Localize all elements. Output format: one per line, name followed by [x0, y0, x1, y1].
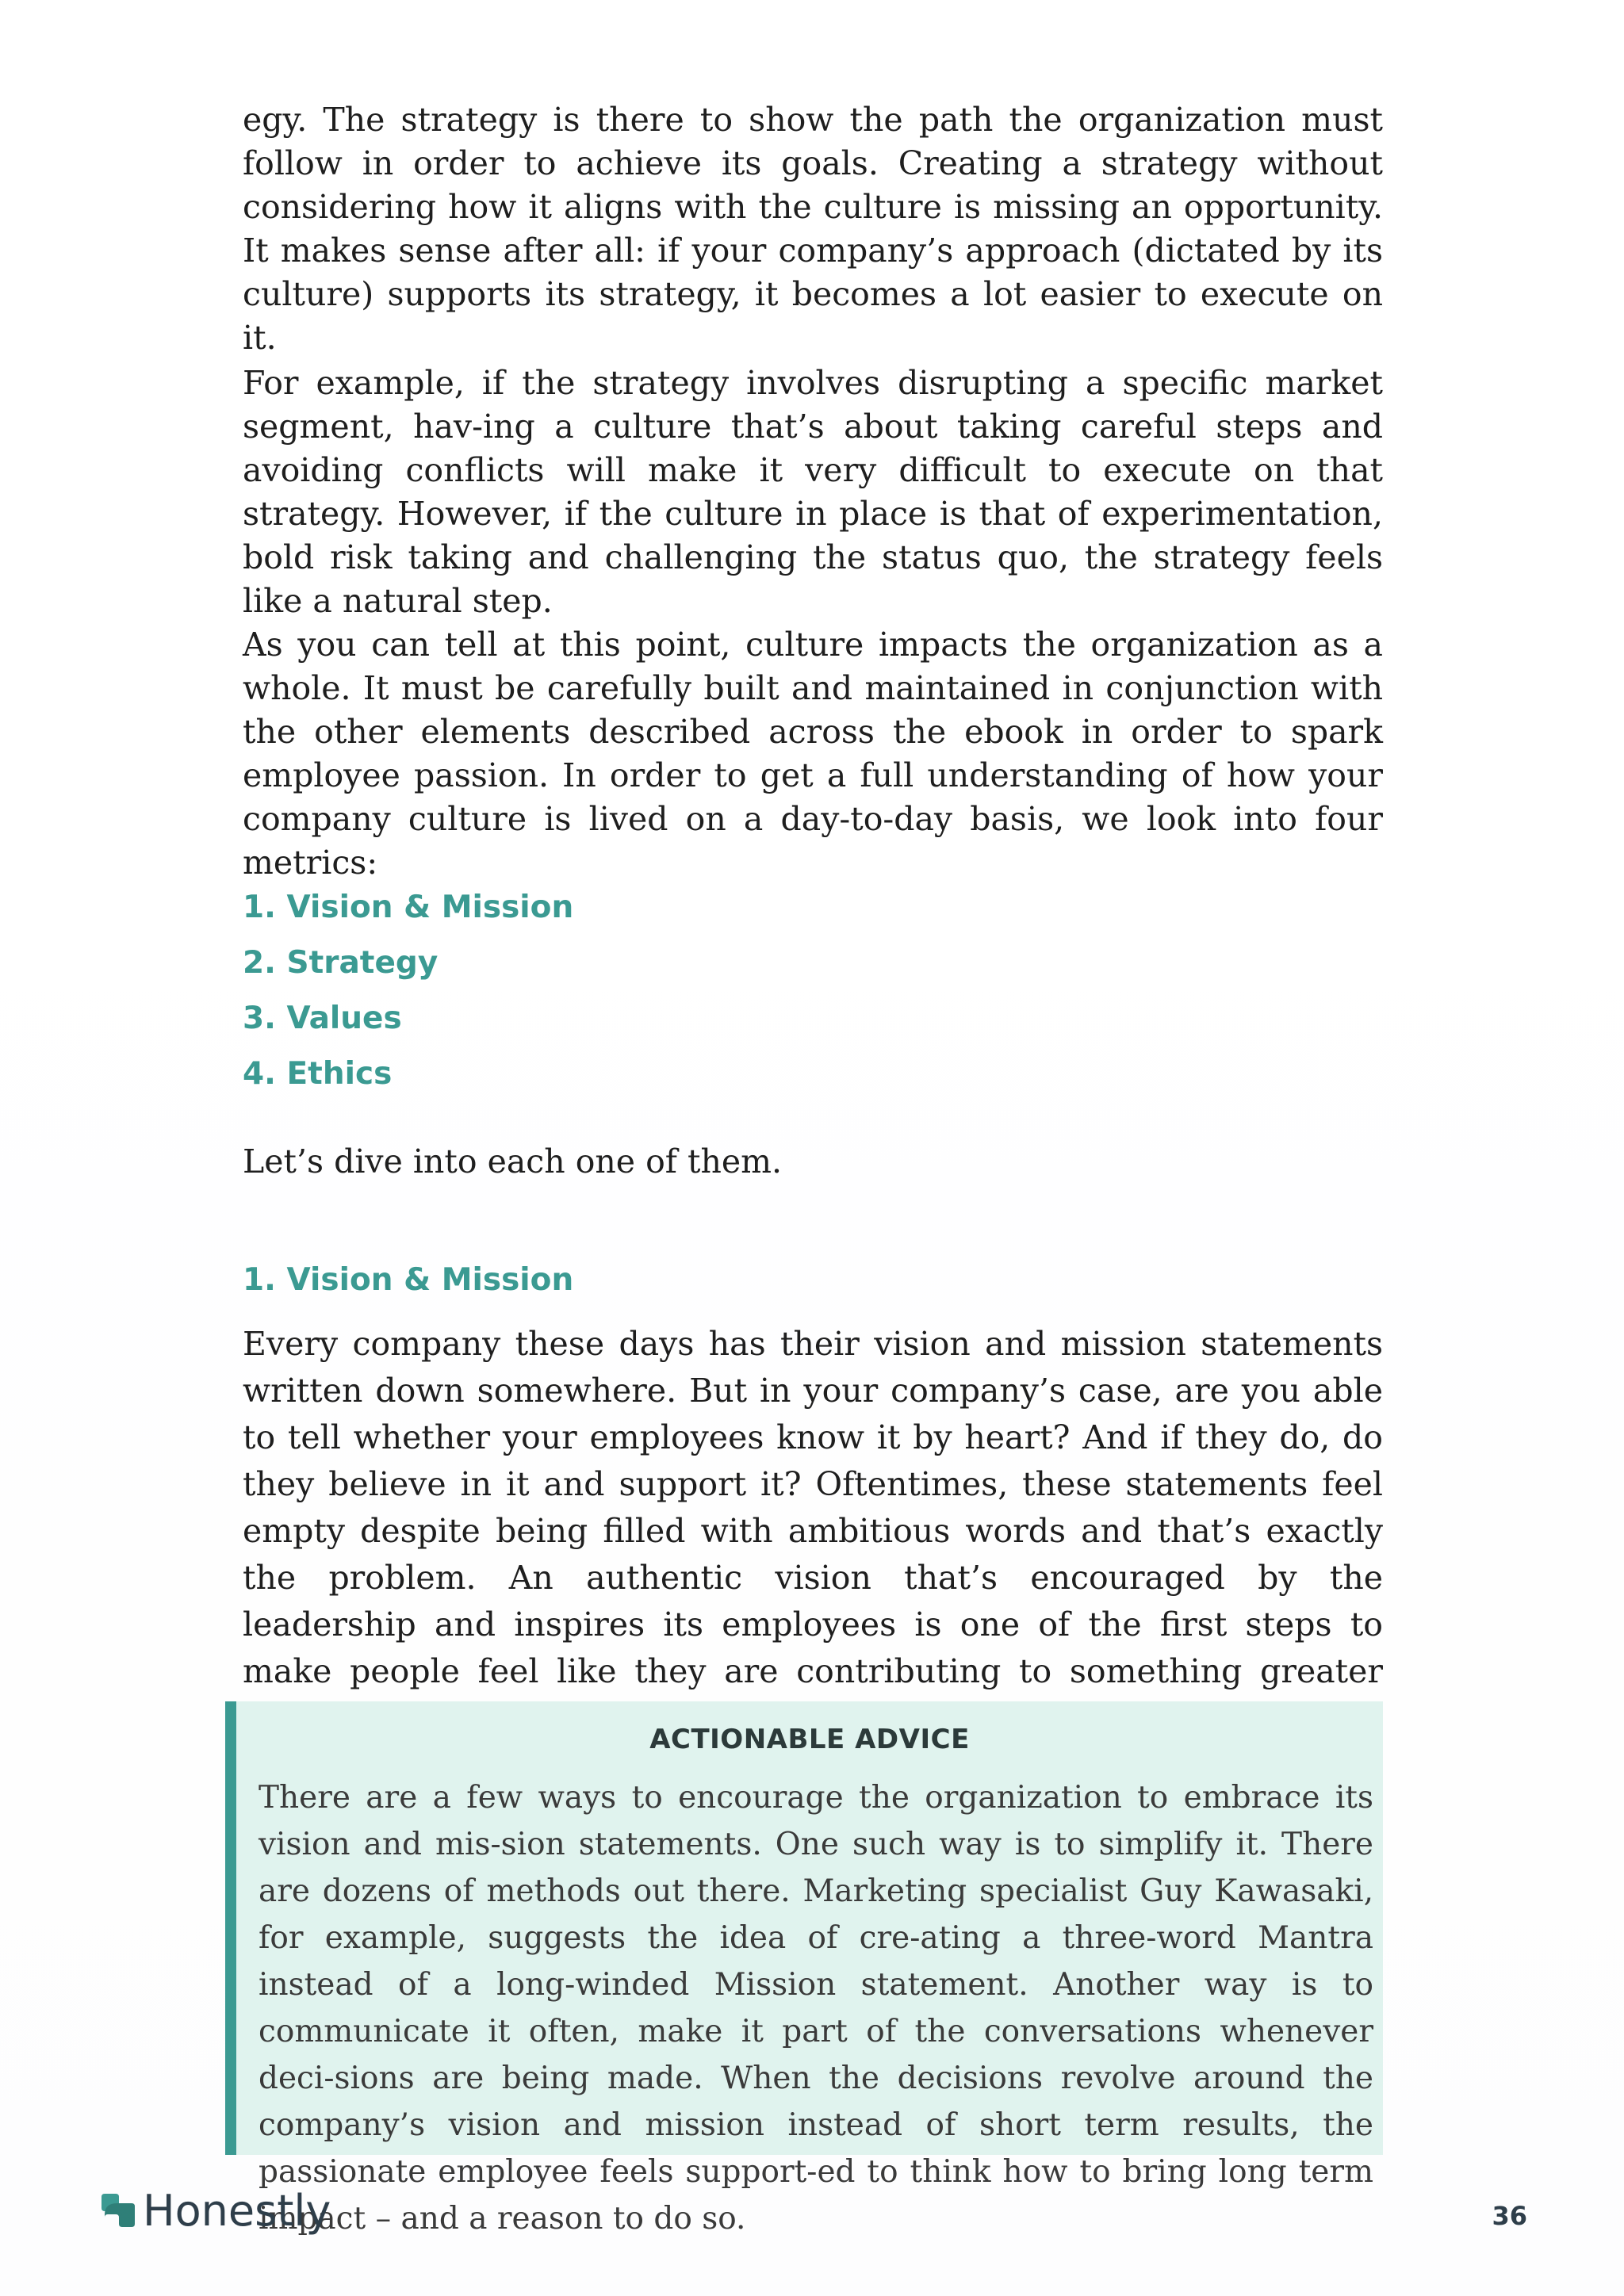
paragraph-strategy-intro: egy. The strategy is there to show the path the organization must follow in order to achieve its goals. Creating a strategy without considering how it aligns with the culture is missing an opportunity. It makes sense after all: if your company’s approach (dictated by its culture) supports its strategy, it becomes a lot easier to execute on it. — [243, 101, 1383, 357]
page-number: 36 — [1492, 2201, 1527, 2231]
list-item: 2. Strategy — [243, 945, 439, 981]
list-item: 3. Values — [243, 1001, 402, 1036]
brand-logo — [98, 2187, 331, 2234]
paragraph-dive-in: Let’s dive into each one of them. — [243, 1142, 783, 1181]
callout-body: There are a few ways to encourage the organization to embrace its vision and mis-sion statements. One such way is to simplify it. There are dozens of methods out there. Marketing specialist Guy Kawasaki, for example, suggests the idea of cre-ating a three-word Mantra instead of a long-winded Mission statement. Another way is to communicate it often, make it part of the conversations whenever deci-sions are being made. When the decisions revolve around the company’s vision and mission instead of short term results, the passionate employee feels support-ed to think how to bring long term impact – and a reason to do so. — [259, 1780, 1373, 2237]
brand-name: Honestly — [143, 2185, 331, 2236]
list-item: 1. Vision & Mission — [243, 890, 574, 925]
section-heading: 1. Vision & Mission — [243, 1262, 574, 1298]
list-item: 4. Ethics — [243, 1056, 393, 1092]
paragraph-strategy-example: For example, if the strategy involves disrupting a specific market segment, hav-ing a culture that’s about taking careful steps and avoiding conflicts will make it very difficult to execute on that strategy. However, if the culture in place is that of experimentation, bold risk taking and challenging the status quo, the strategy feels like a natural step. — [243, 364, 1383, 620]
honestly-logo-icon — [98, 2191, 138, 2230]
paragraph-vision-mission: Every company these days has their vision and mission statements written down somewhere. But in your company’s case, are you able to tell whether your employees know it by heart? And if they do, do they believe in it and support it? Oftentimes, these statements feel empty despite being filled with ambitious words and that’s exactly the problem. An authentic vision that’s encouraged by the leadership and inspires its employees is one of the first steps to make people feel like they are contributing to something greater — [243, 1325, 1383, 1690]
callout-title: ACTIONABLE ADVICE — [649, 1724, 970, 1755]
paragraph-culture-impact: As you can tell at this point, culture impacts the organization as a whole. It must be carefully built and maintained in conjunction with the other elements described across the ebook in order to spark employee passion. In order to get a full understanding of how your company culture is lived on a day-to-day basis, we look into four metrics: — [243, 626, 1383, 882]
